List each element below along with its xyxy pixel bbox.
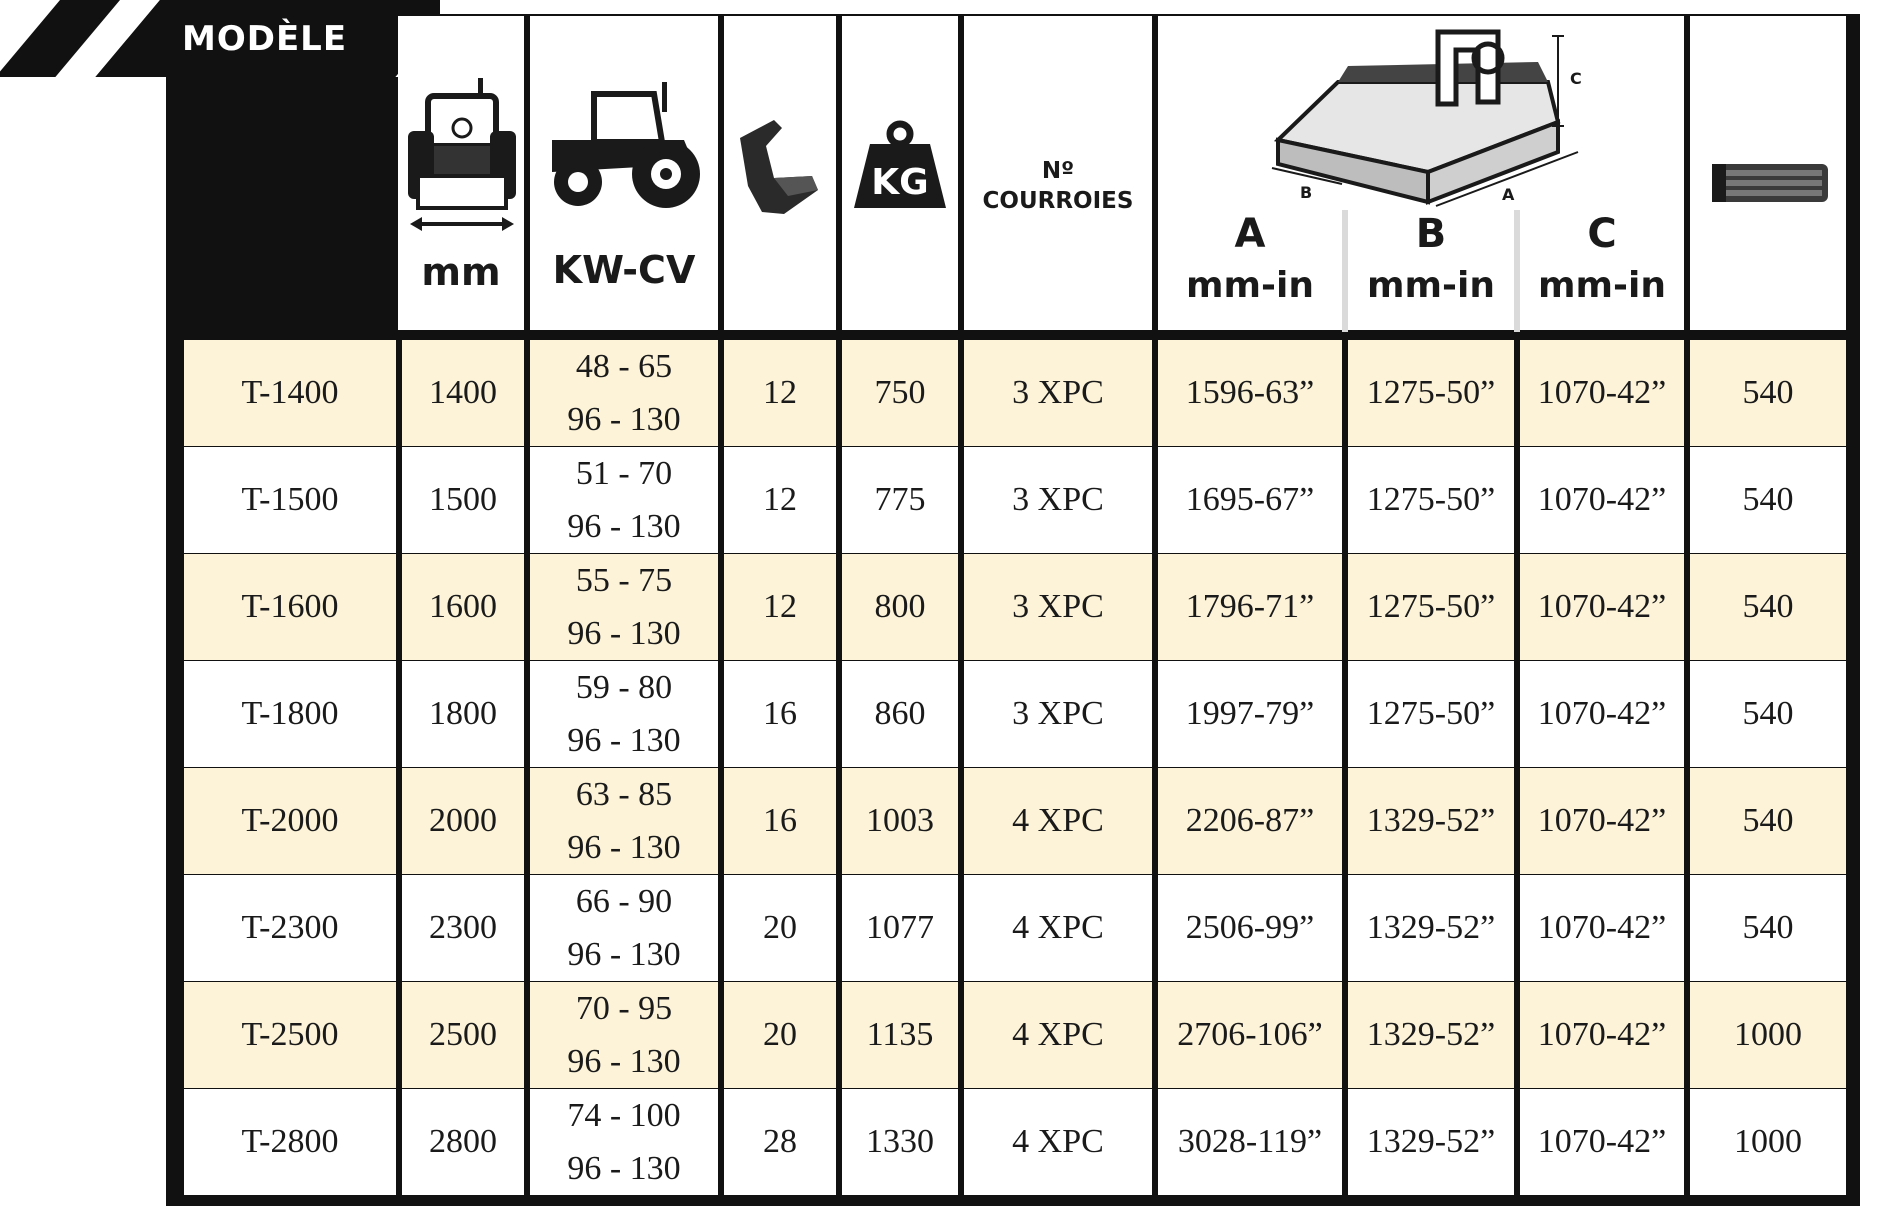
cell-dim-a: 1997-79”: [1158, 661, 1342, 767]
cell-dim-b: 1329-52”: [1348, 768, 1514, 874]
cell-belts: 3 XPC: [964, 340, 1152, 446]
dim-a-unit: mm-in: [1186, 265, 1314, 306]
cell-width: 2300: [402, 875, 524, 981]
model-banner: [0, 0, 440, 77]
cell-weight: 860: [842, 661, 958, 767]
cell-weight: 750: [842, 340, 958, 446]
cell-dim-c: 1070-42”: [1520, 554, 1684, 660]
cell-blades: 16: [724, 768, 836, 874]
cell-dim-b: 1275-50”: [1348, 661, 1514, 767]
cell-blades: 12: [724, 340, 836, 446]
cell-blades: 20: [724, 875, 836, 981]
cell-dim-a: 2506-99”: [1158, 875, 1342, 981]
cell-power-kw: 70 - 95: [575, 990, 673, 1027]
cell-power-kw: 63 - 85: [575, 776, 673, 813]
cell-belts: 4 XPC: [964, 768, 1152, 874]
pto-shaft-icon: [1712, 160, 1828, 206]
cell-power: [530, 982, 718, 1088]
cell-power: [530, 447, 718, 553]
header-width: [398, 16, 524, 330]
belts-label-line1: Nº: [1041, 158, 1075, 184]
table-row: [0, 875, 1894, 981]
cell-power-kw: 55 - 75: [575, 562, 673, 599]
table-row: [0, 340, 1894, 446]
flail-blade-icon: [734, 116, 826, 216]
cell-dim-c: 1070-42”: [1520, 875, 1684, 981]
header-blades: [724, 16, 836, 330]
cell-model: T-2000: [184, 768, 396, 874]
cell-belts: 3 XPC: [964, 554, 1152, 660]
width-unit-label: mm: [421, 250, 501, 294]
cell-pto: 540: [1690, 768, 1846, 874]
power-unit-label: KW-CV: [552, 248, 696, 292]
cell-dim-c: 1070-42”: [1520, 447, 1684, 553]
cell-dim-a: 2706-106”: [1158, 982, 1342, 1088]
dim-c-unit: mm-in: [1538, 265, 1666, 306]
cell-dim-a: 1695-67”: [1158, 447, 1342, 553]
table-row: [0, 554, 1894, 660]
cell-blades: 16: [724, 661, 836, 767]
cell-weight: 1135: [842, 982, 958, 1088]
cell-dim-b: 1275-50”: [1348, 554, 1514, 660]
cell-power: [530, 340, 718, 446]
diagram-label-c: C: [1570, 69, 1582, 88]
cell-power-cv: 96 - 130: [567, 1150, 681, 1187]
header-dimensions: [1158, 16, 1684, 330]
tractor-rear-width-icon: [406, 76, 518, 236]
cell-dim-c: 1070-42”: [1520, 768, 1684, 874]
table-row: [0, 661, 1894, 767]
cell-dim-a: 1796-71”: [1158, 554, 1342, 660]
cell-power: [530, 1089, 718, 1195]
cell-pto: 540: [1690, 447, 1846, 553]
cell-pto: 540: [1690, 340, 1846, 446]
cell-pto: 540: [1690, 875, 1846, 981]
cell-width: 1500: [402, 447, 524, 553]
cell-model: T-2500: [184, 982, 396, 1088]
cell-blades: 20: [724, 982, 836, 1088]
header-weight: [842, 16, 958, 330]
model-column-header: MODÈLE: [182, 19, 348, 59]
cell-belts: 3 XPC: [964, 661, 1152, 767]
cell-power-kw: 59 - 80: [575, 669, 673, 706]
cell-dim-b: 1275-50”: [1348, 447, 1514, 553]
cell-weight: 775: [842, 447, 958, 553]
cell-model: T-1600: [184, 554, 396, 660]
cell-dim-a: 3028-119”: [1158, 1089, 1342, 1195]
cell-weight: 1330: [842, 1089, 958, 1195]
table-row: [0, 1089, 1894, 1195]
cell-belts: 4 XPC: [964, 1089, 1152, 1195]
cell-dim-c: 1070-42”: [1520, 661, 1684, 767]
dim-c-letter: C: [1587, 211, 1617, 257]
weight-kg-icon: [852, 120, 948, 212]
tractor-side-icon: [544, 82, 704, 212]
cell-model: T-1800: [184, 661, 396, 767]
cell-dim-b: 1329-52”: [1348, 982, 1514, 1088]
cell-model: T-2300: [184, 875, 396, 981]
cell-power-cv: 96 - 130: [567, 936, 681, 973]
table-row: [0, 768, 1894, 874]
cell-weight: 1003: [842, 768, 958, 874]
header-pto: [1690, 16, 1846, 330]
cell-weight: 800: [842, 554, 958, 660]
cell-pto: 1000: [1690, 1089, 1846, 1195]
cell-width: 1600: [402, 554, 524, 660]
cell-power: [530, 554, 718, 660]
cell-model: T-2800: [184, 1089, 396, 1195]
dim-b-unit: mm-in: [1367, 265, 1495, 306]
cell-power-kw: 74 - 100: [567, 1097, 681, 1134]
dim-b-letter: B: [1415, 211, 1447, 257]
header-belts: [964, 16, 1152, 330]
cell-width: 2000: [402, 768, 524, 874]
cell-power-cv: 96 - 130: [567, 401, 681, 438]
cell-belts: 4 XPC: [964, 982, 1152, 1088]
cell-model: T-1400: [184, 340, 396, 446]
cell-power-cv: 96 - 130: [567, 508, 681, 545]
cell-power-kw: 66 - 90: [575, 883, 673, 920]
header-power: [530, 16, 718, 330]
cell-power: [530, 768, 718, 874]
cell-pto: 540: [1690, 554, 1846, 660]
cell-power-cv: 96 - 130: [567, 1043, 681, 1080]
cell-power-kw: 48 - 65: [575, 348, 673, 385]
cell-dim-c: 1070-42”: [1520, 1089, 1684, 1195]
cell-power-cv: 96 - 130: [567, 615, 681, 652]
cell-dim-c: 1070-42”: [1520, 982, 1684, 1088]
cell-power-cv: 96 - 130: [567, 722, 681, 759]
cell-power-kw: 51 - 70: [575, 455, 673, 492]
cell-pto: 540: [1690, 661, 1846, 767]
cell-blades: 12: [724, 447, 836, 553]
cell-power: [530, 875, 718, 981]
weight-icon-text: KG: [871, 162, 929, 203]
table-row: [0, 982, 1894, 1088]
diagram-label-a: A: [1502, 185, 1515, 204]
cell-model: T-1500: [184, 447, 396, 553]
cell-belts: 3 XPC: [964, 447, 1152, 553]
cell-pto: 1000: [1690, 982, 1846, 1088]
cell-dim-a: 2206-87”: [1158, 768, 1342, 874]
cell-dim-b: 1329-52”: [1348, 875, 1514, 981]
mulcher-dimensions-diagram: [1248, 22, 1608, 212]
cell-dim-b: 1329-52”: [1348, 1089, 1514, 1195]
cell-dim-c: 1070-42”: [1520, 340, 1684, 446]
cell-power-cv: 96 - 130: [567, 829, 681, 866]
cell-width: 2800: [402, 1089, 524, 1195]
cell-weight: 1077: [842, 875, 958, 981]
cell-blades: 12: [724, 554, 836, 660]
cell-width: 1800: [402, 661, 524, 767]
table-row: [0, 447, 1894, 553]
dim-a-letter: A: [1234, 211, 1266, 257]
cell-width: 2500: [402, 982, 524, 1088]
cell-width: 1400: [402, 340, 524, 446]
cell-dim-b: 1275-50”: [1348, 340, 1514, 446]
cell-belts: 4 XPC: [964, 875, 1152, 981]
cell-blades: 28: [724, 1089, 836, 1195]
diagram-label-b: B: [1300, 183, 1313, 202]
cell-power: [530, 661, 718, 767]
cell-dim-a: 1596-63”: [1158, 340, 1342, 446]
belts-label-line2: COURROIES: [982, 188, 1134, 214]
